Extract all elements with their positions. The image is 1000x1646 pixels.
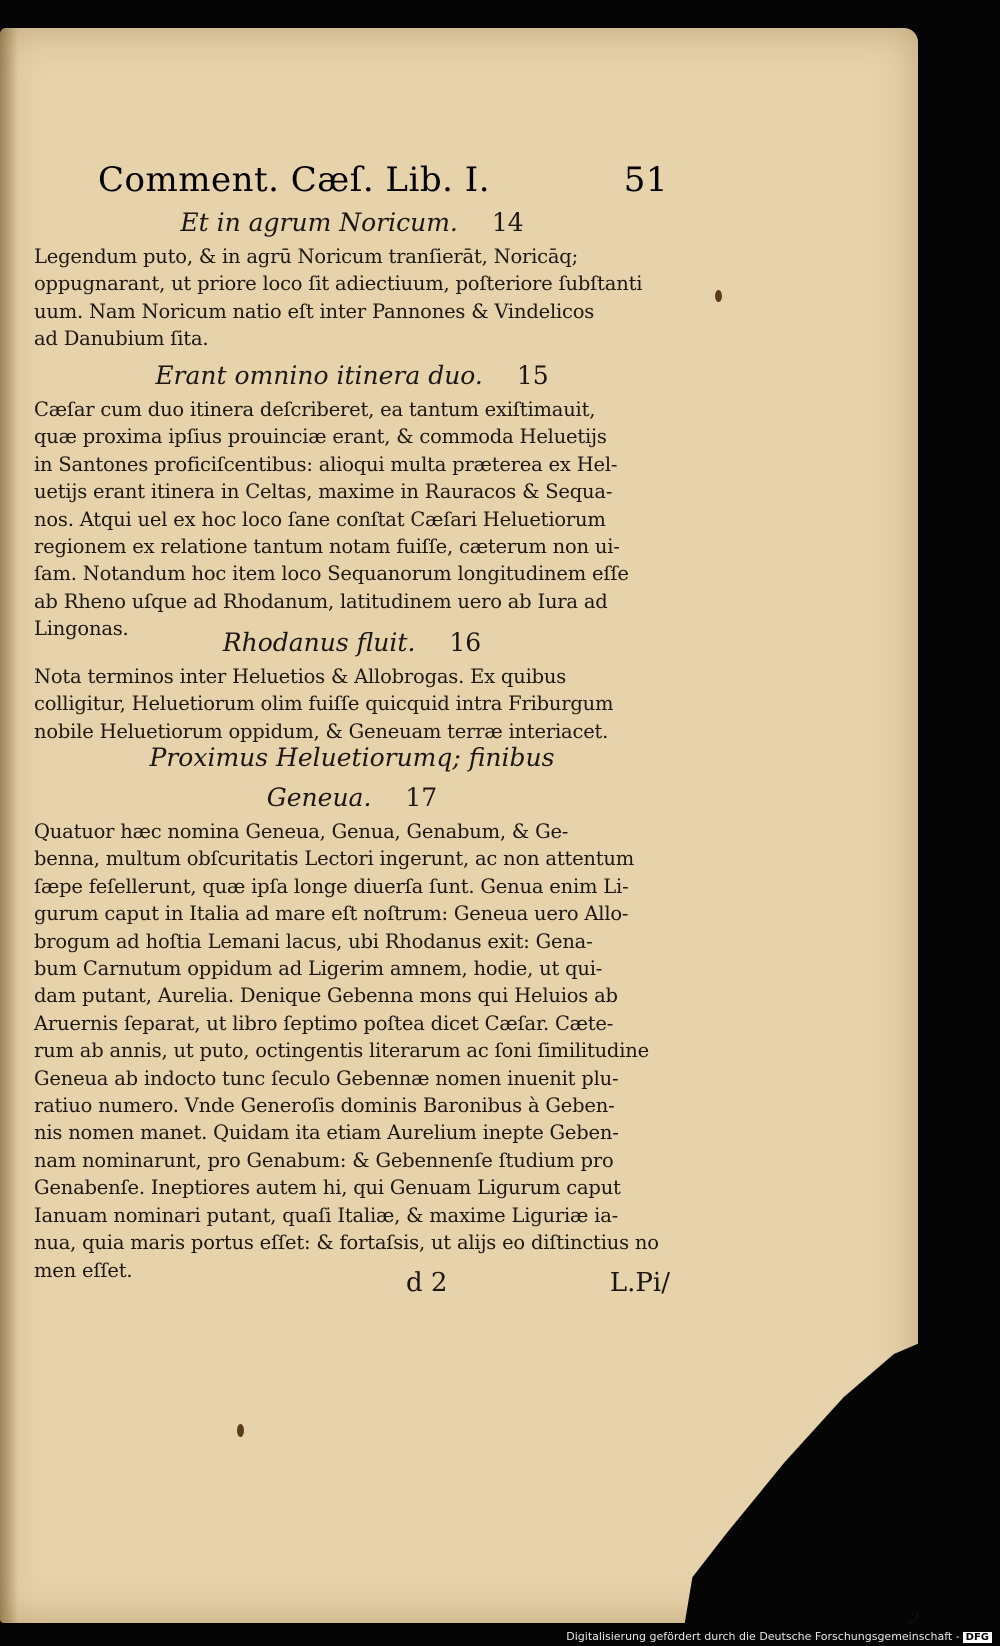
paragraph: [34, 818, 670, 1284]
digitization-credit: [566, 1630, 992, 1643]
section-15: [34, 356, 670, 643]
paragraph: [34, 243, 670, 353]
text-line: colligitur, Heluetiorum olim fuiſſe quicquid intra Friburgum: [34, 692, 614, 716]
text-line: rum ab annis, ut puto, octingentis literarum ac ſoni ſimilitudine: [34, 1039, 649, 1063]
text-line: in Santones proficiſcentibus: alioqui multa præterea ex Hel-: [34, 452, 618, 476]
paragraph: [34, 663, 670, 745]
credit-text: Digitalisierung gefördert durch die Deutsche Forschungsgemeinschaft -: [566, 1630, 960, 1643]
text-line: Nota terminos inter Heluetios & Allobrogas. Ex quibus: [34, 665, 567, 688]
section-16: [34, 623, 670, 745]
stain-spot: [237, 1424, 244, 1437]
text-line: uum. Nam Noricum natio eſt inter Pannones & Vindelicos: [34, 299, 595, 323]
section-17: [34, 738, 670, 1284]
signature-mark: d 2: [406, 1268, 448, 1298]
running-title: Comment. Cæſ. Lib. I.: [98, 160, 491, 200]
dfg-logo: DFG: [963, 1632, 992, 1643]
text-line: Aruernis ſeparat, ut libro ſeptimo poſtea dicet Cæſar. Cæte-: [34, 1011, 614, 1035]
paragraph: [34, 396, 670, 643]
text-line: nam nominarunt, pro Genabum: & Gebennenſe ſtudium pro: [34, 1148, 614, 1172]
section-heading: Proximus Heluetiorumq; finibus: [149, 743, 555, 772]
catchword: L.Pi/: [609, 1268, 670, 1298]
text-line: benna, multum obſcuritatis Lectori ingerunt, ac non attentum: [34, 847, 635, 871]
text-line: Ianuam nominari putant, quaſi Italiæ, & maxime Liguriæ ia-: [34, 1203, 619, 1227]
running-header: [98, 160, 668, 200]
section-heading: Erant omnino itinera duo. 15: [155, 361, 549, 390]
book-page: [0, 28, 918, 1623]
section-heading: Rhodanus fluit. 16: [222, 628, 482, 657]
text-line: ſam. Notandum hoc item loco Sequanorum longitudinem eſſe: [34, 562, 629, 586]
text-line: Geneua ab indocto tunc ſeculo Gebennæ nomen inuenit plu-: [34, 1066, 619, 1090]
text-line: ſæpe feſellerunt, quæ ipſa longe diuerſa ſunt. Genua enim Li-: [34, 874, 629, 898]
text-line: Genabenſe. Ineptiores autem hi, qui Genuam Ligurum caput: [34, 1176, 621, 1200]
text-line: nobile Heluetiorum oppidum, & Geneuam terræ interiacet.: [34, 719, 609, 743]
section-heading-continued: Geneua. 17: [266, 783, 438, 812]
text-line: uetijs erant itinera in Celtas, maxime in Rauracos & Sequa-: [34, 480, 613, 504]
text-line: dam putant, Aurelia. Denique Gebenna mons qui Heluios ab: [34, 984, 618, 1008]
text-line: quæ proxima ipſius prouinciæ erant, & commoda Heluetijs: [34, 425, 607, 449]
text-line: nua, quia maris portus eſſet: & fortaſsis, ut alijs eo diſtinctius no: [34, 1231, 659, 1255]
text-line: Legendum puto, & in agrū Noricum tranſierāt, Noricāq;: [34, 245, 578, 268]
text-line: brogum ad hoſtia Lemani lacus, ubi Rhodanus exit: Gena-: [34, 929, 593, 953]
text-line: Lingonas.: [34, 617, 129, 641]
page-number: 51: [623, 160, 668, 200]
text-line: nis nomen manet. Quidam ita etiam Aurelium inepte Geben-: [34, 1121, 619, 1145]
text-line: nos. Atqui uel ex hoc loco ſane conſtat Cæſari Heluetiorum: [34, 507, 606, 531]
torn-corner: [600, 1318, 918, 1623]
text-line: oppugnarant, ut priore loco ſit adiectiuum, poſteriore ſubſtanti: [34, 272, 643, 296]
text-line: Cæſar cum duo itinera deſcriberet, ea tantum exiſtimauit,: [34, 398, 596, 421]
stain-spot: [715, 290, 722, 302]
text-line: gurum caput in Italia ad mare eſt noſtrum: Geneua uero Allo-: [34, 902, 629, 926]
section-14: [34, 203, 670, 353]
text-line: ratiuo numero. Vnde Generoſis dominis Baronibus à Geben-: [34, 1094, 615, 1118]
text-line: ab Rheno uſque ad Rhodanum, latitudinem uero ab Iura ad: [34, 589, 608, 613]
text-line: bum Carnutum oppidum ad Ligerim amnem, hodie, ut qui-: [34, 957, 603, 981]
text-line: regionem ex relatione tantum notam fuiſſe, cæterum non ui-: [34, 535, 620, 559]
text-line: men eſſet.: [34, 1258, 133, 1282]
text-line: ad Danubium ſita.: [34, 327, 209, 351]
text-line: Quatuor hæc nomina Geneua, Genua, Genabum, & Ge-: [34, 820, 569, 843]
section-heading: Et in agrum Noricum. 14: [180, 208, 524, 237]
